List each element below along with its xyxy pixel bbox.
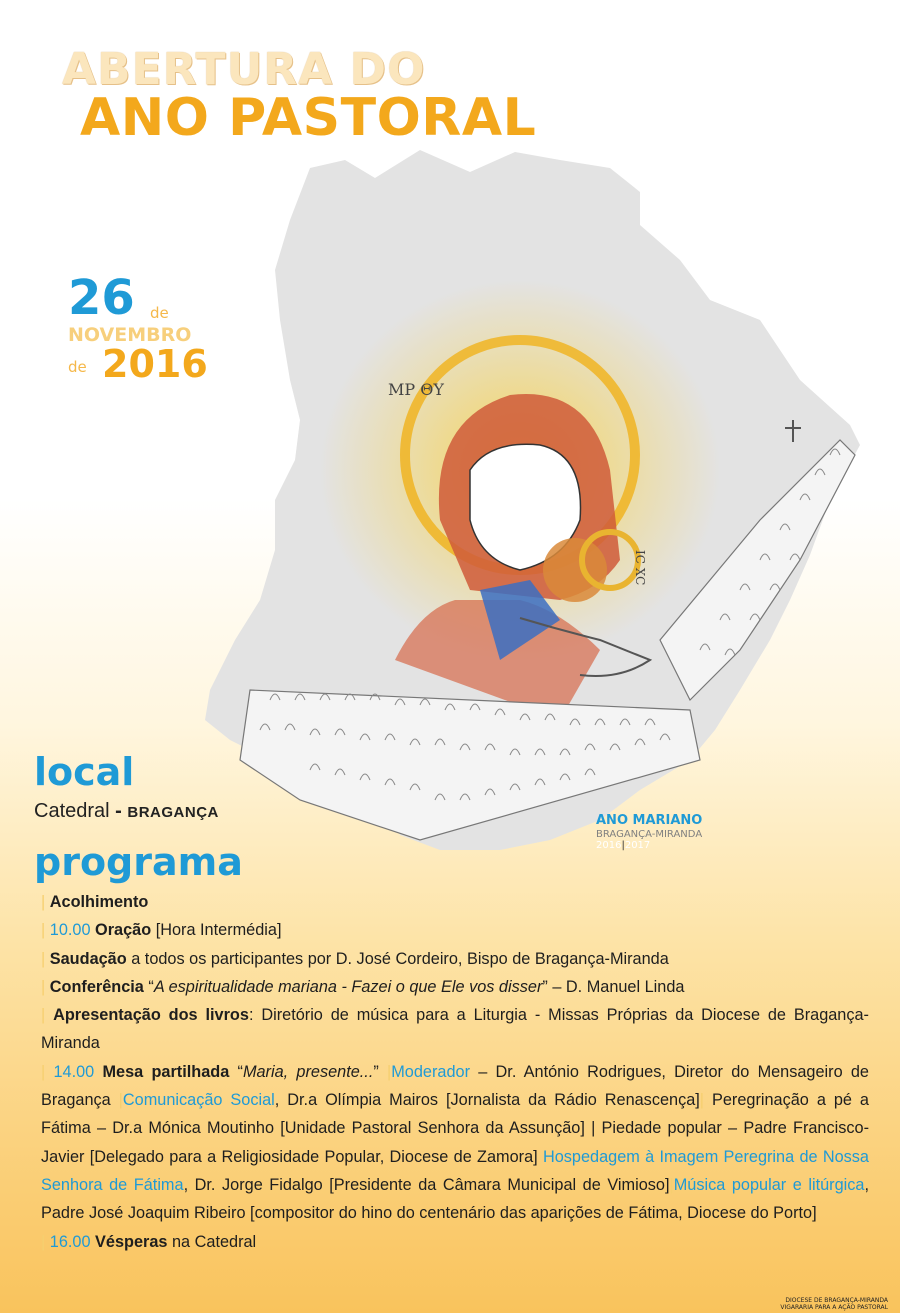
- footer-line-1: DIOCESE DE BRAGANÇA-MIRANDA: [785, 1297, 888, 1304]
- title-line-1: ABERTURA DO: [62, 44, 426, 95]
- date-year: 2016: [102, 342, 208, 386]
- program-item-vesperas: | 16.00 Vésperas na Catedral: [41, 1232, 257, 1251]
- badge-years: 2016|2017: [596, 840, 651, 851]
- date-de-1: de: [150, 304, 169, 322]
- date-de-2: de: [68, 358, 87, 376]
- footer-credits: [780, 1297, 888, 1311]
- local-heading: local: [34, 750, 135, 794]
- program-item-apresentacao: | Apresentação dos livros: Diretório de música para a Liturgia - Missas Próprias da Diocese de Bragança-Miranda: [41, 1006, 869, 1053]
- local-value: Catedral - BRAGANÇA: [34, 800, 219, 822]
- programa-heading: programa: [34, 840, 243, 884]
- program-item-conferencia: | Conferência “A espiritualidade mariana - Fazei o que Ele vos disser” – D. Manuel Linda: [41, 977, 685, 996]
- monogram-jesus-christ: IC XC: [633, 550, 647, 586]
- program-item-oracao: | 10.00 Oração [Hora Intermédia]: [41, 921, 282, 940]
- program-item-mesa: | 14.00 Mesa partilhada “Maria, presente...” |Moderador – Dr. António Rodrigues, Diretor do Mensageiro de Bragança |Comunicação Social, Dr.a Olímpia Mairos [Jornalista da Rádio Renascença]| Peregrinação a pé a Fátima – Dr.a Mónica Moutinho [Unidade Pastoral Senhora da Assunção] | Piedade popular – Padre Francisco-Javier [Delegado para a Religiosidade Popular, Diocese de Zamora] Hospedagem à Imagem Peregrina de Nossa Senhora de Fátima, Dr. Jorge Fidalgo [Presidente da Câmara Municipal de Vimioso]|Música popular e litúrgica, Padre José Joaquim Ribeiro [compositor do hino do centenário das aparições de Fátima, Diocese do Porto]: [41, 1062, 869, 1223]
- title-line-2: ANO PASTORAL: [80, 88, 537, 148]
- badge-diocese: BRAGANÇA-MIRANDA: [596, 829, 703, 840]
- program-item-saudacao: | Saudação a todos os participantes por D. José Cordeiro, Bispo de Bragança-Miranda: [41, 949, 669, 968]
- date-day: 26: [68, 270, 135, 326]
- monogram-mother-of-god: ΜΡ ΘΥ: [388, 380, 444, 399]
- ano-mariano-badge: [596, 813, 702, 851]
- program-item-acolhimento: | Acolhimento: [41, 893, 149, 911]
- date-month: NOVEMBRO: [68, 324, 192, 346]
- footer-line-2: VIGARARIA PARA A AÇÃO PASTORAL: [780, 1304, 888, 1311]
- badge-title: ANO MARIANO: [596, 813, 703, 828]
- program-list: [41, 888, 869, 1256]
